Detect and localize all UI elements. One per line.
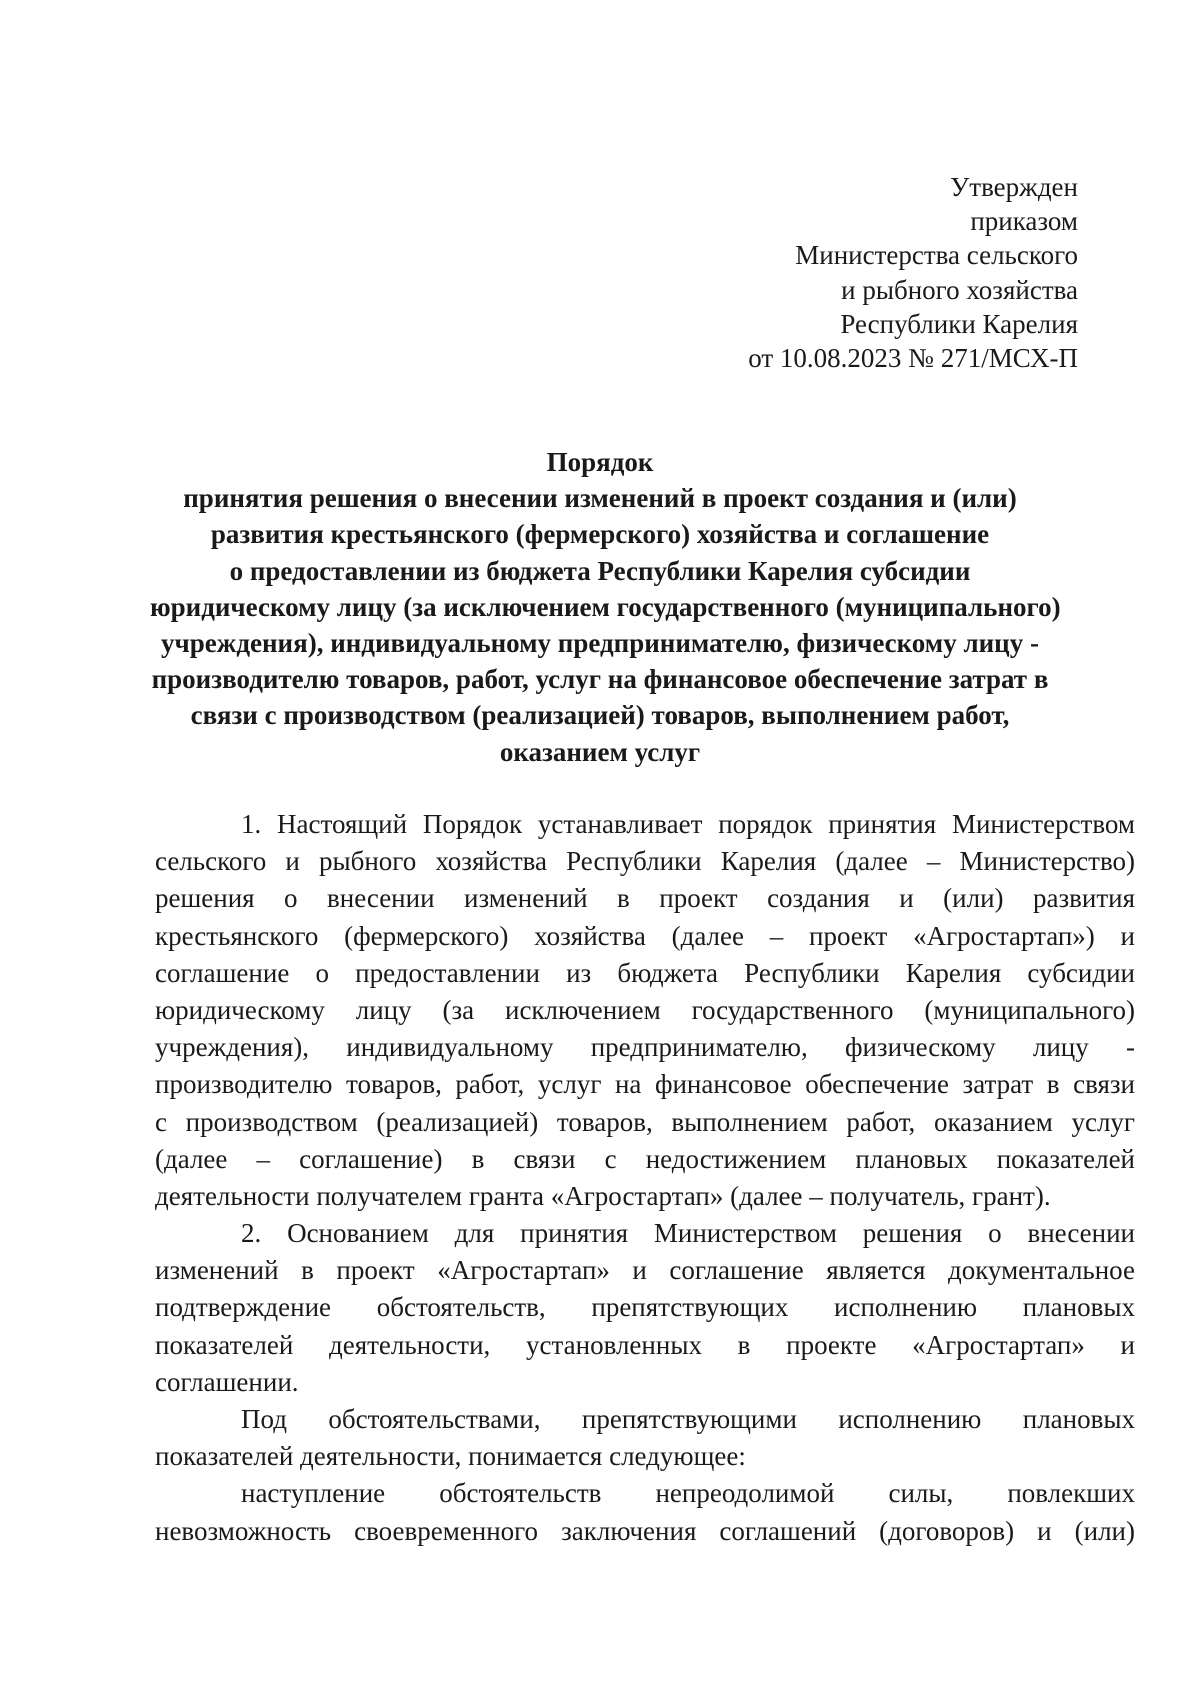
title-line: принятия решения о внесении изменений в проект создания и (или): [183, 483, 1017, 514]
title-line: связи с производством (реализацией) товаров, выполнением работ,: [190, 700, 1010, 731]
paragraph-4-line: невозможность своевременного заключения соглашений (договоров) и (или): [155, 1515, 1135, 1546]
approval-line: от 10.08.2023 № 271/МСХ-П: [748, 343, 1078, 374]
title-line: производителю товаров, работ, услуг на финансовое обеспечение затрат в: [151, 664, 1049, 695]
paragraph-1-line: решения о внесении изменений в проект создания и (или) развития: [155, 883, 1135, 914]
document-body: [155, 806, 1135, 1550]
paragraph-3-line: показателей деятельности, понимается следующее:: [155, 1441, 746, 1472]
paragraph-1-line: учреждения), индивидуальному предпринимателю, физическому лицу -: [155, 1032, 1135, 1063]
paragraph-2-line: изменений в проект «Агростартап» и соглашение является документальное: [155, 1255, 1135, 1286]
paragraph-3-line: Под обстоятельствами, препятствующими исполнению плановых: [241, 1404, 1135, 1434]
approval-line: Утвержден: [950, 172, 1078, 202]
approval-line: приказом: [970, 206, 1078, 237]
paragraph-1-line: сельского и рыбного хозяйства Республики Карелия (далее – Министерство): [155, 846, 1135, 877]
paragraph-1-line: с производством (реализацией) товаров, выполнением работ, оказанием услуг: [155, 1106, 1135, 1137]
paragraph-1-line: крестьянского (фермерского) хозяйства (далее – проект «Агростартап») и: [155, 920, 1135, 951]
approval-line: и рыбного хозяйства: [841, 274, 1078, 305]
paragraph-1-line: производителю товаров, работ, услуг на финансовое обеспечение затрат в связи: [155, 1069, 1135, 1100]
paragraph-1-line: юридическому лицу (за исключением государственного (муниципального): [155, 994, 1135, 1025]
paragraph-2-line: соглашении.: [155, 1366, 299, 1397]
title-line: о предоставлении из бюджета Республики Карелия субсидии: [229, 555, 971, 586]
title-line: оказанием услуг: [499, 736, 701, 767]
paragraph-2-line: подтверждение обстоятельств, препятствующих исполнению плановых: [155, 1292, 1135, 1323]
title-line: юридическому лицу (за исключением государственного (муниципального): [150, 591, 1061, 622]
paragraph-1-line: 1. Настоящий Порядок устанавливает порядок принятия Министерством: [241, 809, 1135, 839]
paragraph-4-line: наступление обстоятельств непреодолимой силы, повлекших: [241, 1478, 1135, 1509]
document-title: [150, 444, 1061, 770]
approval-line: Министерства сельского: [795, 240, 1078, 271]
paragraph-1-line: деятельности получателем гранта «Агростартап» (далее – получатель, грант).: [155, 1180, 1051, 1211]
title-line: развития крестьянского (фермерского) хозяйства и соглашение: [210, 519, 990, 550]
paragraph-1-line: (далее – соглашение) в связи с недостижением плановых показателей: [155, 1143, 1135, 1174]
paragraph-2-line: показателей деятельности, установленных в проекте «Агростартап» и: [155, 1329, 1135, 1360]
title-line: учреждения), индивидуальному предпринимателю, физическому лицу -: [161, 628, 1039, 659]
paragraph-1-line: соглашение о предоставлении из бюджета Республики Карелия субсидии: [155, 957, 1135, 988]
approval-line: Республики Карелия: [840, 308, 1078, 339]
approval-stamp-block: [748, 170, 1078, 375]
title-line: Порядок: [546, 447, 654, 477]
paragraph-2-line: 2. Основанием для принятия Министерством решения о внесении: [241, 1218, 1135, 1249]
